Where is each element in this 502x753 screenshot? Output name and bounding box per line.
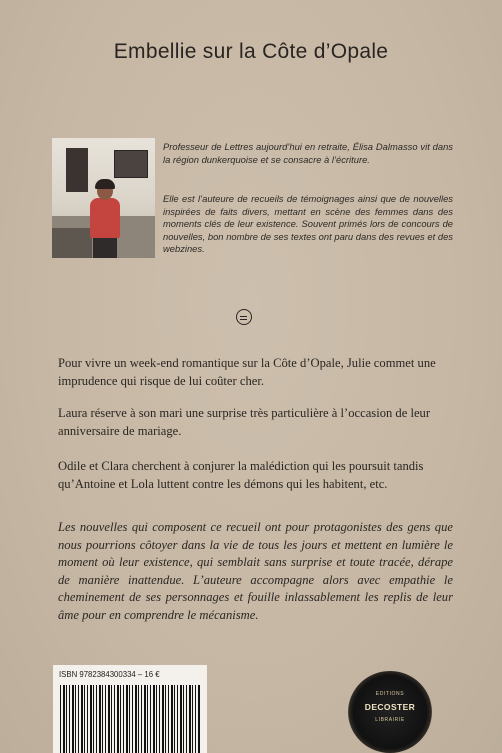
publisher-badge-name: DECOSTER: [364, 702, 416, 712]
photo-person-legs: [93, 238, 117, 258]
isbn-block: [53, 665, 207, 753]
summary-paragraph-2: Laura réserve à son mari une surprise très particulière à l’occasion de leur anniversaire de mariage.: [58, 406, 431, 438]
publisher-badge-top: EDITIONS: [375, 691, 405, 697]
photo-frame-right: [114, 150, 148, 178]
summary-paragraph-3: Odile et Clara cherchent à conjurer la malédiction qui les poursuit tandis qu’Antoine et Lola luttent contre les démons qui les habitent, etc.: [58, 459, 424, 491]
summary-paragraph-1: Pour vivre un week-end romantique sur la Côte d’Opale, Julie commet une imprudence qui risque de lui coûter cher.: [58, 356, 436, 388]
publisher-mark-icon: [236, 309, 252, 325]
book-title: Embellie sur la Côte d’Opale: [113, 40, 389, 63]
photo-person-hair: [95, 179, 115, 189]
isbn-text: ISBN 9782384300334 – 16 €: [59, 670, 160, 679]
author-bio-paragraph-1: Professeur de Lettres aujourd’hui en retraite, Élisa Dalmasso vit dans la région dunkerquoise et se consacre à l’écriture.: [163, 141, 453, 165]
author-photo: [52, 138, 155, 258]
photo-person-body: [90, 198, 120, 238]
photo-shelf-dark: [52, 228, 92, 258]
summary-paragraph-4: Les nouvelles qui composent ce recueil ont pour protagonistes des gens que nous pourrions côtoyer dans la vie de tous les jours et mettent en lumière le moment où leur existence, qui semblait sans surprise et toute tracée, dérape de manière inattendue. L’auteure accompagne alors avec empathie le cheminement de ses personnages et fouille inlassablement les replis de leur âme pour en comprendre le mécanisme.: [58, 520, 453, 622]
publisher-badge: [348, 671, 432, 753]
barcode-icon: [60, 685, 200, 753]
author-bio-paragraph-2: Elle est l’auteure de recueils de témoignages ainsi que de nouvelles inspirées de faits divers, mettant en scène des femmes dans des moments clés de leur existence. Souvent primés lors de concours de nouvelles, bon nombre de ses textes ont paru dans des revues et des webzines.: [163, 193, 453, 255]
publisher-badge-bottom: LIBRAIRIE: [375, 717, 405, 723]
photo-frame-left: [66, 148, 88, 192]
